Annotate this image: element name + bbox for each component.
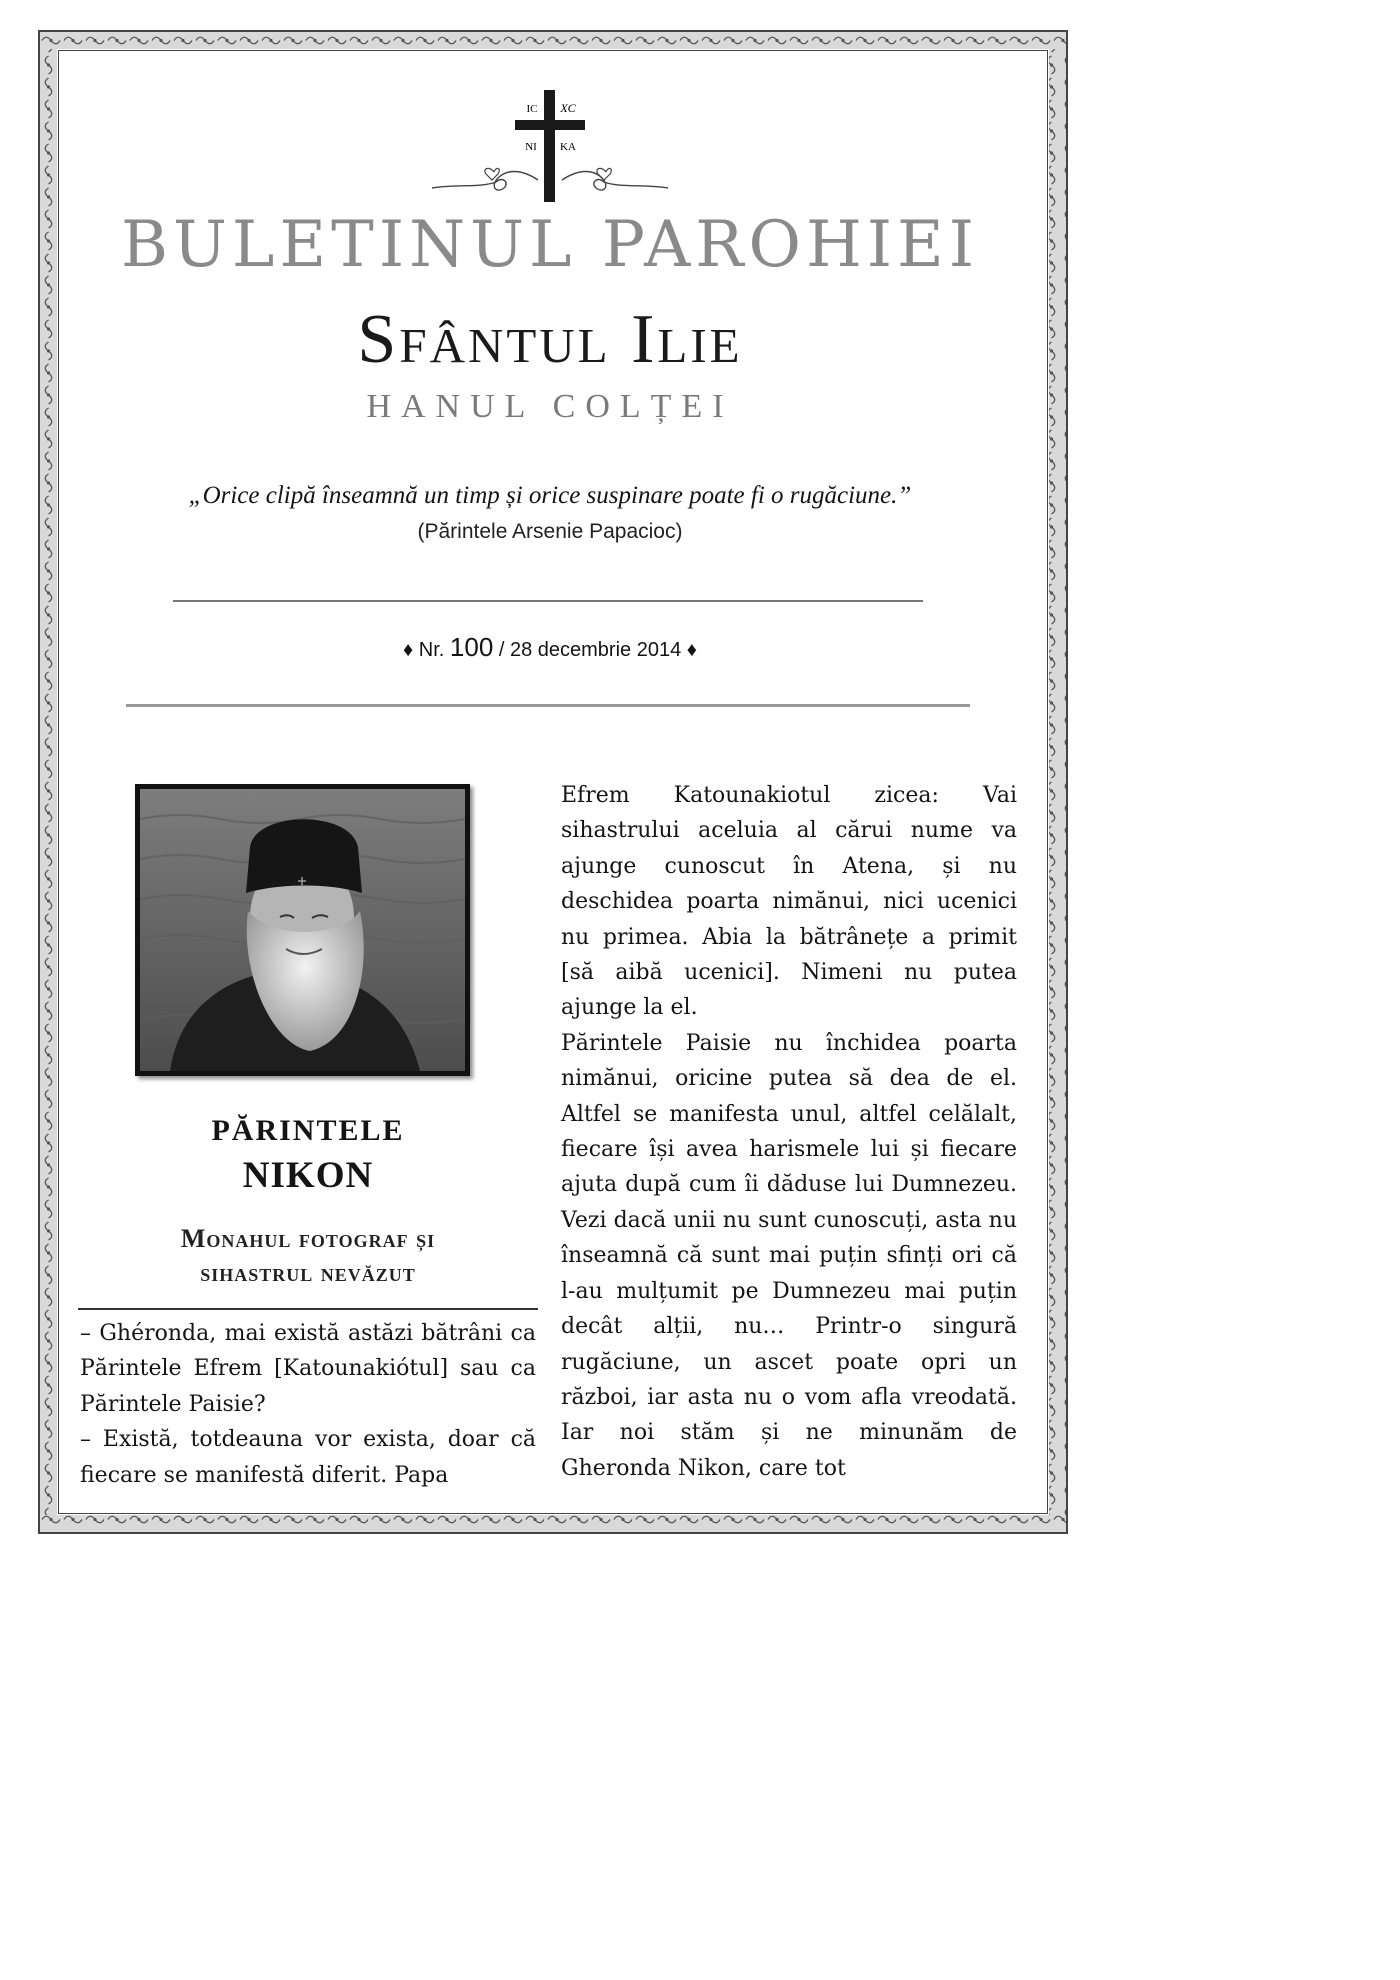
article-column-right xyxy=(561,778,1017,1486)
motto-quote: „Orice clipă înseamnă un timp și orice suspinare poate fi o rugăciune.” xyxy=(188,482,912,509)
parish-name: Sfântul Ilie xyxy=(357,301,743,378)
bulletin-title: BULETINUL PAROHIEI xyxy=(120,208,980,282)
paragraph: Efrem Katounakiotul zicea: Vai sihastrului aceluia al cărui nume va ajunge cunoscut în Atena, și nu deschidea poarta nimănui, nici ucenici nu primea. Abia la bătrânețe a primit [să aibă ucenici]. Nimeni nu putea ajunge la el. xyxy=(561,783,1017,1021)
flourish-right-icon xyxy=(562,172,668,191)
svg-text:KA: KA xyxy=(560,141,576,153)
motto-author: (Părintele Arsenie Papacioc) xyxy=(417,520,683,543)
svg-text:NI: NI xyxy=(525,141,537,153)
heart-right-icon xyxy=(597,168,611,180)
issue-line xyxy=(0,632,1100,663)
article-subtitle-line1: Monahul fotograf și xyxy=(180,1224,436,1253)
cross-icon xyxy=(544,90,555,202)
monk-portrait-photo xyxy=(135,784,470,1076)
article-title-line1: PĂRINTELE xyxy=(211,1114,405,1147)
issue-prefix: ♦ Nr. xyxy=(403,639,445,661)
paragraph: Părintele Paisie nu închidea poarta nimănui, oricine putea să dea de el. Altfel se manifesta unul, altfel celălalt, fiecare își avea harismele lui și fiecare ajuta după cum îi dăduse lui Dumnezeu. Vezi dacă unii nu sunt cunoscuți, asta nu înseamnă că sunt mai puțin sfinți ori că l-au mulțumit pe Dumnezeu mai puțin decât alții, nu… Printr-o singură rugăciune, un ascet poate opri un război, iar asta nu o vom afla vreodată. Iar noi stăm și ne minunăm de Gheronda Nikon, care tot xyxy=(561,1030,1017,1481)
paragraph: – Ghéronda, mai există astăzi bătrâni ca Părintele Efrem [Katounakiótul] sau ca Părintele Paisie? xyxy=(80,1321,536,1417)
parish-location: HANUL COLȚEI xyxy=(366,388,734,425)
divider-top xyxy=(173,600,923,602)
article-divider xyxy=(78,1308,538,1310)
divider-bottom xyxy=(126,704,970,707)
cross-emblem xyxy=(420,88,680,208)
article-title-line2: NIKON xyxy=(242,1155,374,1196)
svg-text:XC: XC xyxy=(560,101,576,115)
flourish-left-icon xyxy=(432,172,538,191)
paragraph: – Există, totdeauna vor exista, doar că fiecare se manifestă diferit. Papa xyxy=(80,1427,536,1488)
issue-date: / 28 decembrie 2014 ♦ xyxy=(498,639,697,661)
article-column-left xyxy=(80,1316,536,1493)
svg-text:IC: IC xyxy=(526,103,538,115)
issue-number: 100 xyxy=(449,632,494,662)
article-subtitle xyxy=(78,1222,538,1290)
article-subtitle-line2: sihastrul nevăzut xyxy=(200,1258,416,1287)
